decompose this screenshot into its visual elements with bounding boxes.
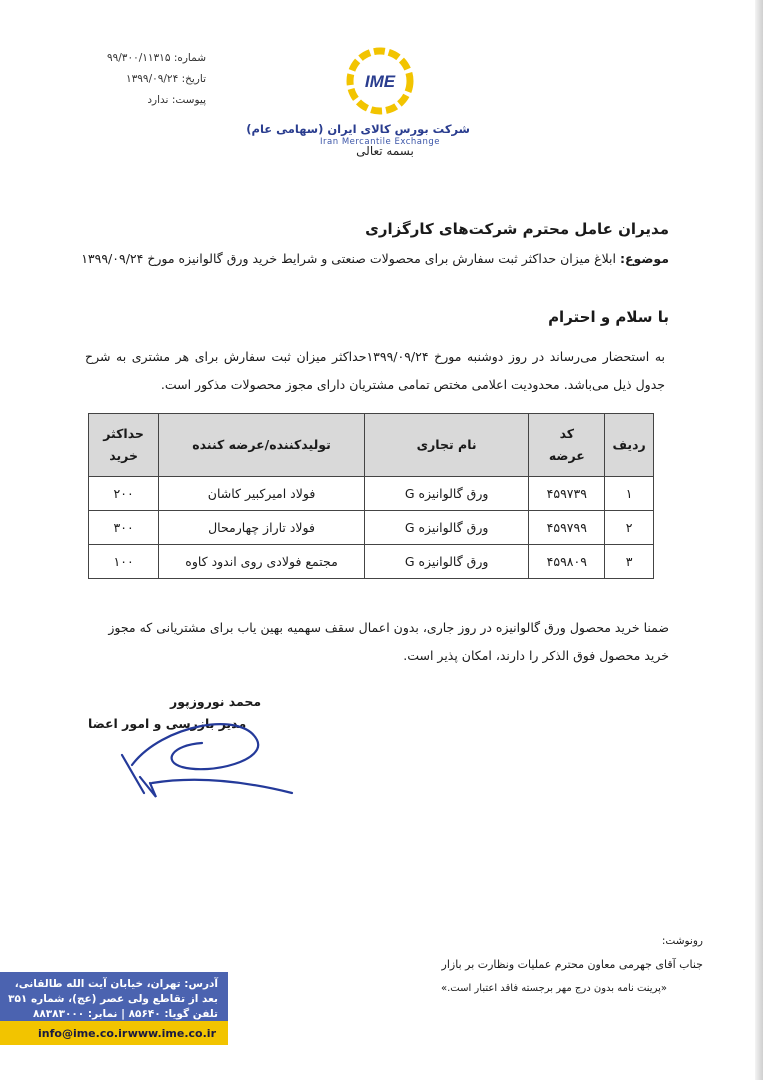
- basmala: بسمه تعالی: [356, 144, 414, 158]
- page-edge-shadow: [755, 0, 763, 1080]
- header-offer-code: کد عرضه: [529, 414, 605, 477]
- handwritten-signature: [92, 705, 302, 800]
- cell-offer-code: ۴۵۹۸۰۹: [529, 545, 605, 579]
- print-disclaimer: «پرینت نامه بدون درج مهر برجسته فاقد اعتبار است.»: [440, 983, 667, 994]
- cell-trade-name: ورق گالوانیزه G: [364, 477, 528, 511]
- cell-row-number: ۱: [605, 477, 654, 511]
- cell-producer: مجتمع فولادی روی اندود کاوه: [159, 545, 365, 579]
- cell-max-purchase: ۳۰۰: [89, 511, 159, 545]
- header-producer: تولیدکننده/عرضه کننده: [159, 414, 365, 477]
- logo-company-name-en: Iran Mercantile Exchange: [320, 137, 440, 147]
- svg-text:IME: IME: [364, 72, 396, 91]
- cc-label: رونوشت:: [661, 935, 703, 947]
- subject-line: [81, 251, 669, 266]
- address-line-1: آدرس: تهران، خیابان آیت الله طالقانی،: [14, 978, 218, 990]
- signer-title: مدیر بازرسی و امور اعضا: [88, 716, 247, 731]
- greeting: با سلام و احترام: [548, 308, 669, 326]
- cell-producer: فولاد امیرکبیر کاشان: [159, 477, 365, 511]
- logo-company-name-fa: شرکت بورس کالای ایران (سهامی عام): [246, 122, 470, 136]
- subject-text: ابلاغ میزان حداکثر ثبت سفارش برای محصولات صنعتی و شرایط خرید ورق گالوانیزه مورخ ۱۳۹۹/۰۹/۲۴: [81, 251, 616, 266]
- company-logo: [246, 42, 470, 147]
- header-max-purchase: حداکثر خرید: [89, 414, 159, 477]
- letter-meta: [86, 48, 206, 111]
- address-line-3: تلفن گویا: ۸۵۶۴۰ | نمابر: ۸۸۳۸۳۰۰۰: [32, 1008, 218, 1020]
- addressee: مدیران عامل محترم شرکت‌های کارگزاری: [365, 220, 669, 238]
- body-paragraph: به استحضار می‌رساند در روز دوشنبه مورخ ۱۳۹۹/۰۹/۲۴حداکثر میزان ثبت سفارش برای هر مشتری به شرح جدول ذیل می‌باشد. محدودیت اعلامی مختص تمامی مشتریان دارای مجوز محصولات مذکور است.: [85, 349, 665, 392]
- email-link[interactable]: info@ime.co.ir: [38, 1026, 128, 1040]
- header-trade-name: نام تجاری: [364, 414, 528, 477]
- letter-number: شماره: ۹۹/۳۰۰/۱۱۳۱۵: [106, 52, 206, 64]
- cell-max-purchase: ۲۰۰: [89, 477, 159, 511]
- cell-row-number: ۳: [605, 545, 654, 579]
- letter-date: تاریخ: ۱۳۹۹/۰۹/۲۴: [126, 73, 206, 85]
- ime-logo-icon: [341, 42, 419, 120]
- table-header-row: [89, 414, 654, 477]
- address-line-2: بعد از تقاطع ولی عصر (عج)، شماره ۳۵۱: [8, 993, 218, 1005]
- header-row-number: ردیف: [605, 414, 654, 477]
- cell-producer: فولاد تاراز چهارمحال: [159, 511, 365, 545]
- cell-row-number: ۲: [605, 511, 654, 545]
- cc-recipient: جناب آقای جهرمی معاون محترم عملیات ونظارت بر بازار: [441, 958, 703, 971]
- cell-offer-code: ۴۵۹۷۳۹: [529, 477, 605, 511]
- contact-bar: [0, 1021, 228, 1045]
- letter-attachment: پیوست: ندارد: [147, 94, 206, 106]
- signer-name: محمد نوروزپور: [170, 694, 262, 709]
- website-link[interactable]: www.ime.co.ir: [127, 1026, 216, 1040]
- order-limits-table: [88, 413, 654, 579]
- cell-max-purchase: ۱۰۰: [89, 545, 159, 579]
- cell-offer-code: ۴۵۹۷۹۹: [529, 511, 605, 545]
- table-row: [89, 545, 654, 579]
- table-row: [89, 511, 654, 545]
- subject-label: موضوع:: [619, 251, 669, 266]
- cell-trade-name: ورق گالوانیزه G: [364, 511, 528, 545]
- table-row: [89, 477, 654, 511]
- cell-trade-name: ورق گالوانیزه G: [364, 545, 528, 579]
- closing-paragraph: ضمنا خرید محصول ورق گالوانیزه در روز جاری، بدون اعمال سقف سهمیه بهین یاب برای مشتریانی که مجوز خرید محصول فوق الذکر را دارند، امکان پذیر است.: [108, 620, 669, 663]
